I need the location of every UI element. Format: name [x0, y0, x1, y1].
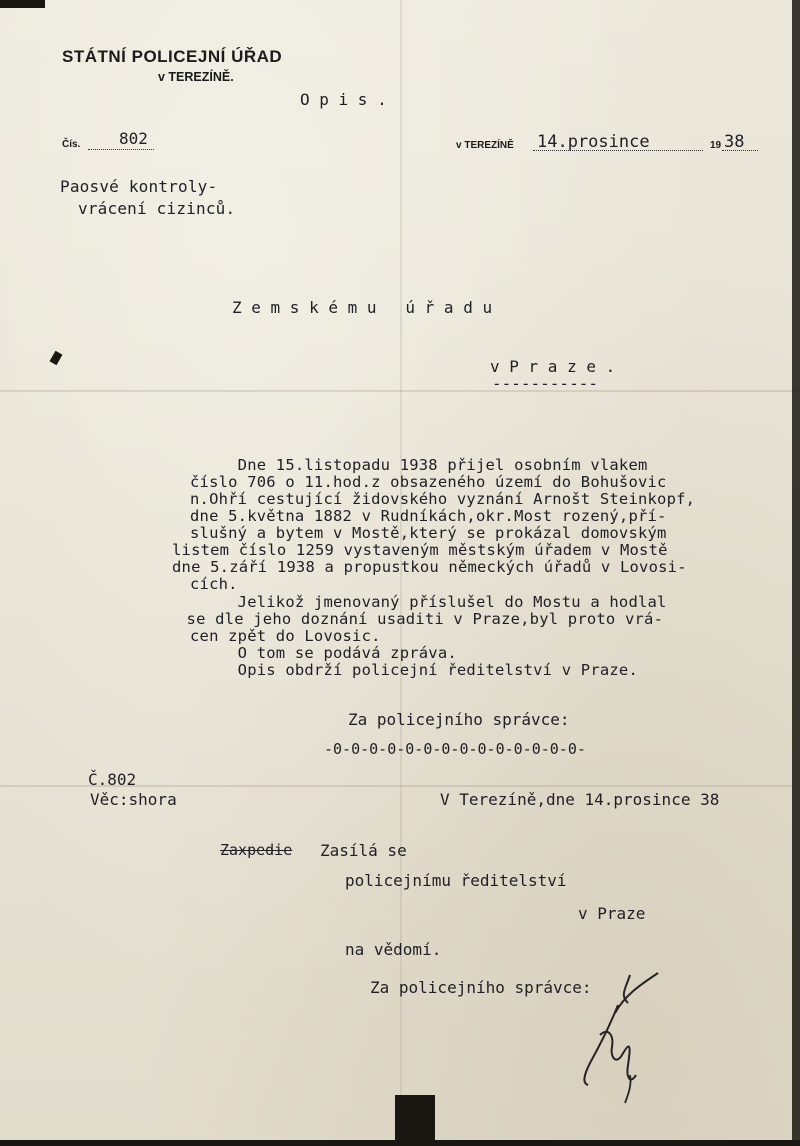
sent-line: Zasílá se	[320, 841, 407, 860]
body-line: cích.	[190, 575, 238, 593]
torn-edge	[0, 0, 45, 8]
body-line: n.Ohří cestující židovského vyznání Arnošt Steinkopf,	[190, 490, 696, 508]
number-label: Čís.	[62, 139, 81, 150]
footer-for-line: Za policejního správce:	[370, 978, 592, 997]
separator-line: -0-0-0-0-0-0-0-0-0-0-0-0-0-0-	[324, 740, 586, 758]
date-value: 14.prosince	[537, 132, 650, 152]
body-line: se dle jeho doznání usaditi v Praze,byl proto vrá-	[177, 610, 664, 628]
body-line: Opis obdrží policejní ředitelství v Praze.	[190, 661, 638, 679]
addressee-office: Z e m s k é m u ú ř a d u	[232, 298, 493, 317]
addressee-city: v P r a z e .	[490, 357, 616, 376]
body-line: Jelikož jmenovaný příslušel do Mostu a hodlal	[190, 593, 667, 611]
torn-edge	[50, 351, 63, 365]
year-suffix: 38	[724, 132, 745, 152]
letterhead-place: v TEREZÍNĚ.	[158, 70, 234, 84]
date-place: v TEREZÍNĚ	[456, 140, 514, 151]
handwritten-signature	[570, 965, 680, 1105]
body-line: cen zpět do Lovosic.	[190, 627, 381, 645]
copy-mark: O p i s .	[300, 90, 387, 109]
right-edge	[792, 0, 800, 1146]
number-value: 802	[119, 129, 148, 148]
body-line: listem číslo 1259 vystaveným městským úřadem v Mostě	[172, 541, 668, 559]
footer-ref-number: Č.802	[88, 770, 137, 789]
year-prefix: 19	[710, 140, 722, 151]
footer-matter: Věc:shora	[90, 790, 177, 809]
body-line: Dne 15.listopadu 1938 přijel osobním vlakem	[190, 456, 648, 474]
body-line: číslo 706 o 11.hod.z obsazeného území do Bohušovic	[190, 473, 667, 491]
number-dotted-line	[88, 149, 154, 150]
footer-place-date: V Terezíně,dne 14.prosince 38	[440, 790, 720, 809]
subject-line: vrácení cizinců.	[78, 199, 236, 218]
bottom-edge	[0, 1140, 800, 1146]
note-line: na vědomí.	[345, 940, 442, 959]
body-line: dne 5.května 1882 v Rudníkách,okr.Most rozený,pří-	[190, 507, 667, 525]
recipient-line: policejnímu ředitelství	[345, 871, 567, 890]
addressee-underline: -----------	[492, 374, 598, 393]
letterhead-office: STÁTNÍ POLICEJNÍ ÚŘAD	[62, 47, 283, 66]
struck-word: Zaxpedie	[220, 841, 293, 859]
subject-line: Paosvé kontroly-	[60, 177, 218, 196]
torn-edge	[395, 1095, 435, 1146]
recipient-city: v Praze	[578, 904, 646, 923]
signature-for-line: Za policejního správce:	[348, 710, 570, 729]
body-line: O tom se podává zpráva.	[190, 644, 457, 662]
body-line: slušný a bytem v Mostě,který se prokázal domovským	[190, 524, 667, 542]
body-line: dne 5.září 1938 a propustkou německých úřadů v Lovosi-	[172, 558, 687, 576]
